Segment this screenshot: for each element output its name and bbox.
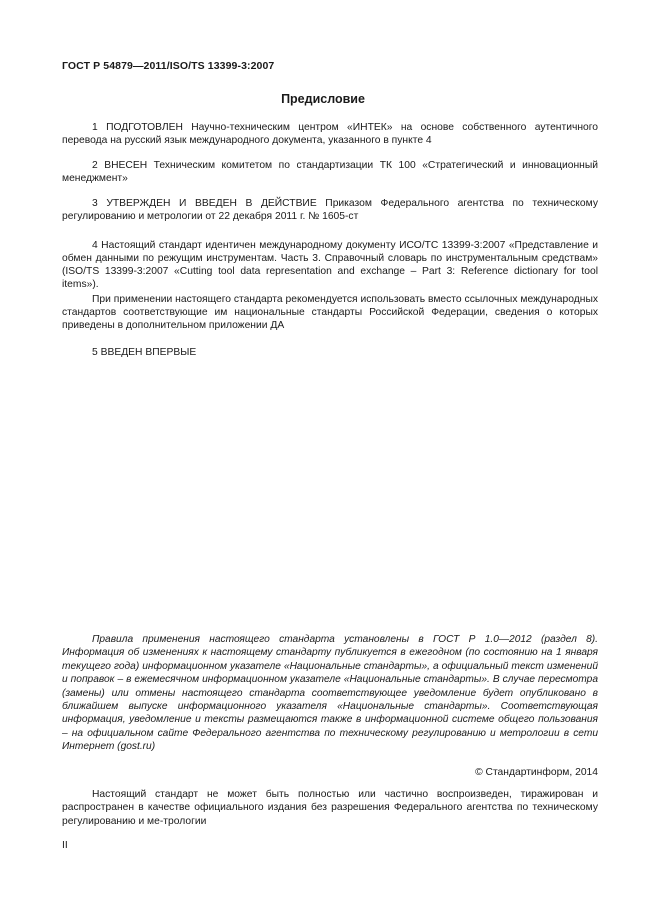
paragraph-submitted <box>62 159 598 185</box>
page-number: II <box>62 840 68 851</box>
paragraph-approved <box>62 197 598 223</box>
paragraph-text: 2 ВНЕСЕН Техническим комитетом по стандартизации ТК 100 «Стратегический и инновационный менеджмент» <box>62 160 598 184</box>
section-title: Предисловие <box>281 92 365 106</box>
copyright-line: © Стандартинформ, 2014 <box>475 767 598 778</box>
reproduction-notice <box>62 788 598 828</box>
paragraph-text: При применении настоящего стандарта рекомендуется использовать вместо ссылочных международных стандартов соответствующие им национальные стандарты Российской Федерации, сведения о которых приведены в дополнительном приложении ДА <box>62 294 598 331</box>
paragraph-introduced <box>62 346 598 359</box>
paragraph-text: 3 УТВЕРЖДЕН И ВВЕДЕН В ДЕЙСТВИЕ Приказом Федерального агентства по техническому регулированию и метрологии от 22 декабря 2011 г. № 1605-ст <box>62 198 598 222</box>
application-notice <box>62 633 598 754</box>
paragraph-text: 4 Настоящий стандарт идентичен международному документу ИСО/ТС 13399-3:2007 «Представление и обмен данными по режущим инструментам. Часть 3. Справочный словарь по инструментальным средствам» (ISO/TS 13399-3:2007 «Cutting tool data representation and exchange – Part 3: Reference dictionary for tool items»). <box>62 240 598 290</box>
paragraph-references <box>62 293 598 332</box>
paragraph-text: 5 ВВЕДЕН ВПЕРВЫЕ <box>92 347 197 358</box>
paragraph-prepared <box>62 121 598 147</box>
paragraph-text: 1 ПОДГОТОВЛЕН Научно-техническим центром «ИНТЕК» на основе собственного аутентичного перевода на русский язык международного документа, указанного в пункте 4 <box>62 122 598 146</box>
reproduction-text: Настоящий стандарт не может быть полностью или частично воспроизведен, тиражирован и распространен в качестве официального издания без разрешения Федерального агентства по техническому регулированию и ме-трологии <box>62 789 598 827</box>
notice-text: Правила применения настоящего стандарта установлены в ГОСТ Р 1.0—2012 (раздел 8). Информация об изменениях к настоящему стандарту публикуется в ежегодном (по состоянию на 1 января текущего года) информационном указателе «Национальные стандарты», а официальный текст изменений и поправок – в ежемесячном информационном указателе «Национальные стандарты». В случае пересмотра (замены) или отмены настоящего стандарта соответствующее уведомление будет опубликовано в ближайшем выпуске информационного указателя «Национальные стандарты». Соответствующая информация, уведомление и тексты размещаются также в информационной системе общего пользования – на официальном сайте Федерального агентства по техническому регулированию и метрологии в сети Интернет (gost.ru) <box>62 634 598 753</box>
document-designation: ГОСТ Р 54879—2011/ISO/TS 13399-3:2007 <box>62 60 275 72</box>
paragraph-identical <box>62 239 598 291</box>
